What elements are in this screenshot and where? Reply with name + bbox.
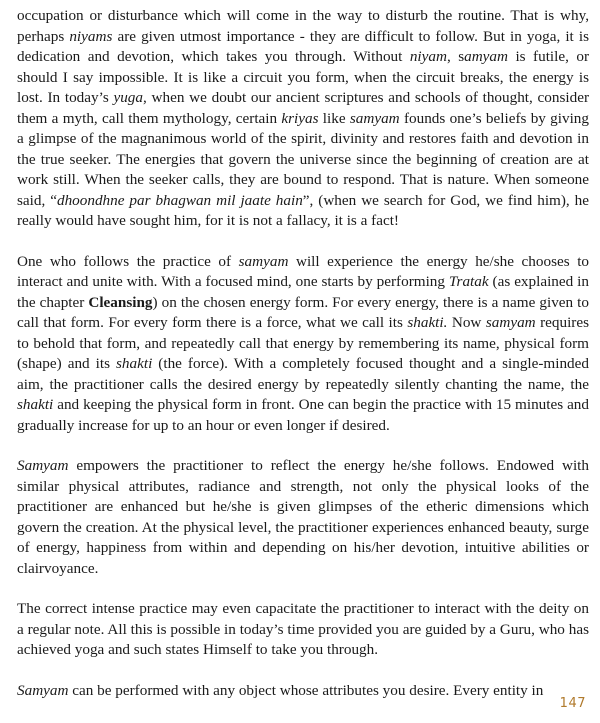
italic-term: shakti [17, 396, 54, 413]
text-run: , s [446, 48, 465, 65]
text-run: , when we doubt our ancient scriptures and schools of thought, consider them a myth, call them mythology, certain [17, 89, 589, 127]
bold-term: Cleansing [88, 293, 153, 311]
paragraph-5 [17, 681, 589, 702]
italic-term: samyam [485, 314, 536, 331]
text-run: is futile, or should I say impossible. It is like a circuit you form, when the circuit breaks, the energy is lost. In today’s [17, 48, 589, 106]
paragraph-3 [17, 456, 589, 579]
text-run: ) on the chosen energy form. For every energy, there is a name given to call that form. For every form there is a force, what we call its [17, 293, 589, 331]
text-run: will experience the energy he/she chooses to interact and unite with. With a focused mind, one starts by performing [17, 252, 590, 290]
text-run: (the force). With a completely focused thought and a single-minded aim, the practitioner calls the desired energy by repeatedly silently chanting the name, the [17, 355, 589, 393]
text-run: like [318, 109, 350, 127]
text-run: requires to behold that form, and repeatedly call that energy by remembering its name, physical form (shape) and its [17, 314, 590, 372]
italic-term: dhoondhne par bhagwan mil jaate hain [56, 191, 303, 209]
text-run: occupation or disturbance which will come in the way to disturb the routine. That is why, perhaps [17, 7, 589, 45]
paragraph-4 [17, 599, 589, 661]
text-run: ”, (when we search for God, we find him), he really would have sought him, for it is not a fallacy, it is a fact! [17, 191, 590, 229]
italic-term: Samyam [17, 457, 69, 474]
italic-term: amyam [464, 48, 508, 65]
text-run: The correct intense practice may even capacitate the practitioner to interact with the deity on a regular note. All this is possible in today’s time provided you are guided by a Guru, who has achieved yoga and such states Himself to take you through. [17, 600, 589, 658]
italic-term: kriyas [281, 109, 319, 127]
italic-term: shakti. [407, 314, 448, 331]
text-run: can be performed with any object whose attributes you desire. Every entity in [68, 681, 544, 699]
italic-term: yuga [113, 89, 143, 106]
text-run: empowers the practitioner to reflect the energy he/she follows. Endowed with similar physical attributes, radiance and strength, not only the physical looks of the practitioner are enhanced but he/she is given glimpses of the etheric dimensions which govern the creation. At the physical level, the practitioner experiences enhanced beauty, surge of energy, happiness from within and depending on his/her devotion, intuitive abilities or clairvoyance. [17, 457, 589, 577]
text-run: One who follows the practice of [17, 252, 239, 270]
italic-term: niyam [409, 48, 447, 65]
italic-term: shakti [116, 355, 153, 372]
paragraph-2 [17, 252, 589, 437]
page-body [17, 6, 589, 721]
text-run: and keeping the physical form in front. One can begin the practice with 15 minutes and gradually increase for up to an hour or even longer if desired. [17, 396, 589, 434]
paragraph-1 [17, 6, 589, 232]
page-number: 147 [559, 696, 586, 711]
italic-term: samyam [238, 252, 289, 270]
text-run: are given utmost importance - they are difficult to follow. But in yoga, it is dedication and devotion, which takes you through. Without [17, 27, 589, 65]
italic-term: Tratak [448, 273, 489, 290]
text-run: founds one’s beliefs by giving a glimpse of the magnanimous world of the spirit, divinity and restores faith and devotion in the true seeker. The energies that govern the universe since the beginning of creation are at work still. When the seeker calls, they are bound to respond. That is nature. When someone said, “ [17, 109, 589, 209]
italic-term: Samyam [17, 681, 69, 699]
text-run: (as explained in the chapter [17, 273, 589, 311]
italic-term: niyams [69, 27, 113, 45]
text-run: Now [447, 314, 486, 331]
italic-term: samyam [349, 109, 400, 127]
